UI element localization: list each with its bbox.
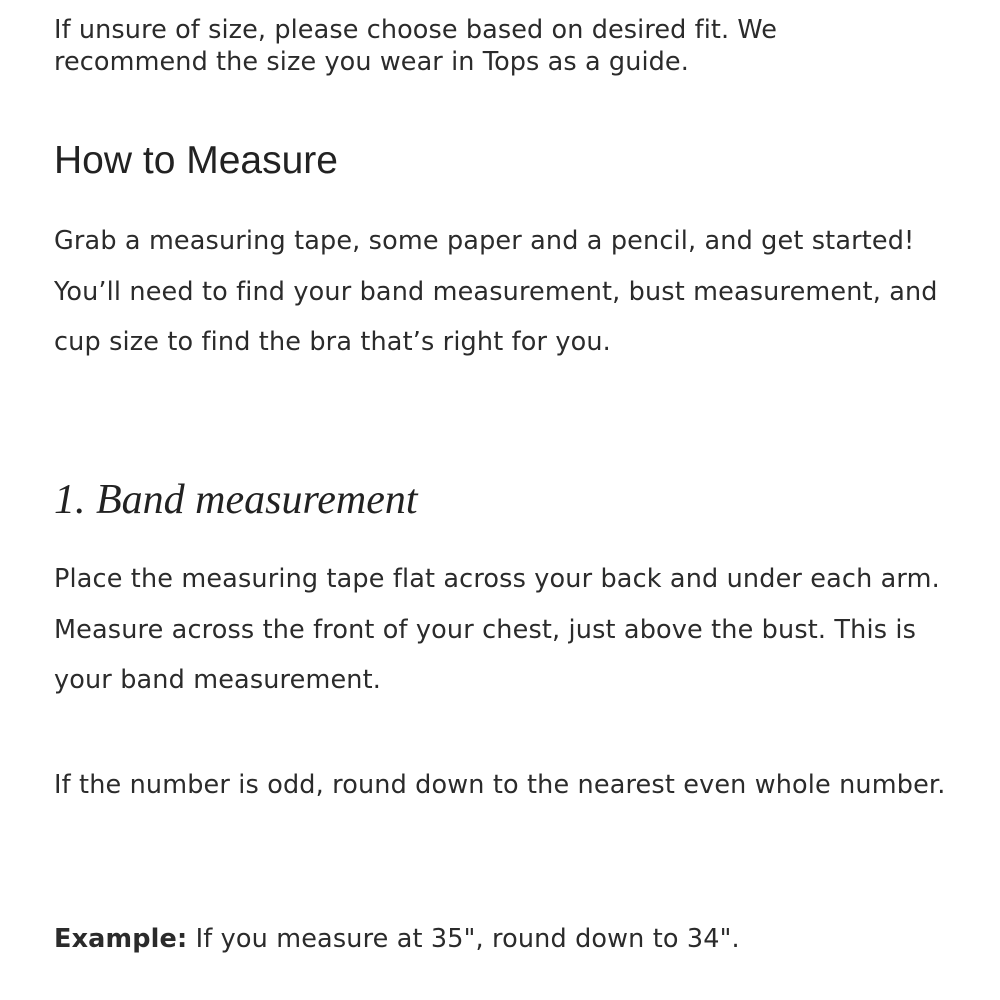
size-guide-content [54, 14, 954, 954]
band-measurement-paragraph: Place the measuring tape flat across your back and under each arm. Measure across the front of your chest, just above the bust. This is your band measurement. [54, 564, 940, 695]
example-body: If you measure at 35", round down to 34". [187, 924, 740, 954]
size-advice-line-2: recommend the size you wear in Tops as a guide. [54, 47, 689, 77]
example-label: Example: [54, 924, 188, 954]
rounding-note: If the number is odd, round down to the nearest even whole number. [54, 770, 946, 800]
example-text [54, 914, 954, 965]
size-advice-text [54, 14, 954, 78]
how-to-measure-heading: How to Measure [54, 139, 338, 182]
band-measurement-heading: 1. Band measurement [54, 477, 418, 523]
how-to-measure-paragraph: Grab a measuring tape, some paper and a pencil, and get started! You’ll need to find your band measurement, bust measurement, and cup size to find the bra that’s right for you. [54, 226, 938, 357]
size-advice-line-1: If unsure of size, please choose based on desired fit. We [54, 15, 778, 45]
